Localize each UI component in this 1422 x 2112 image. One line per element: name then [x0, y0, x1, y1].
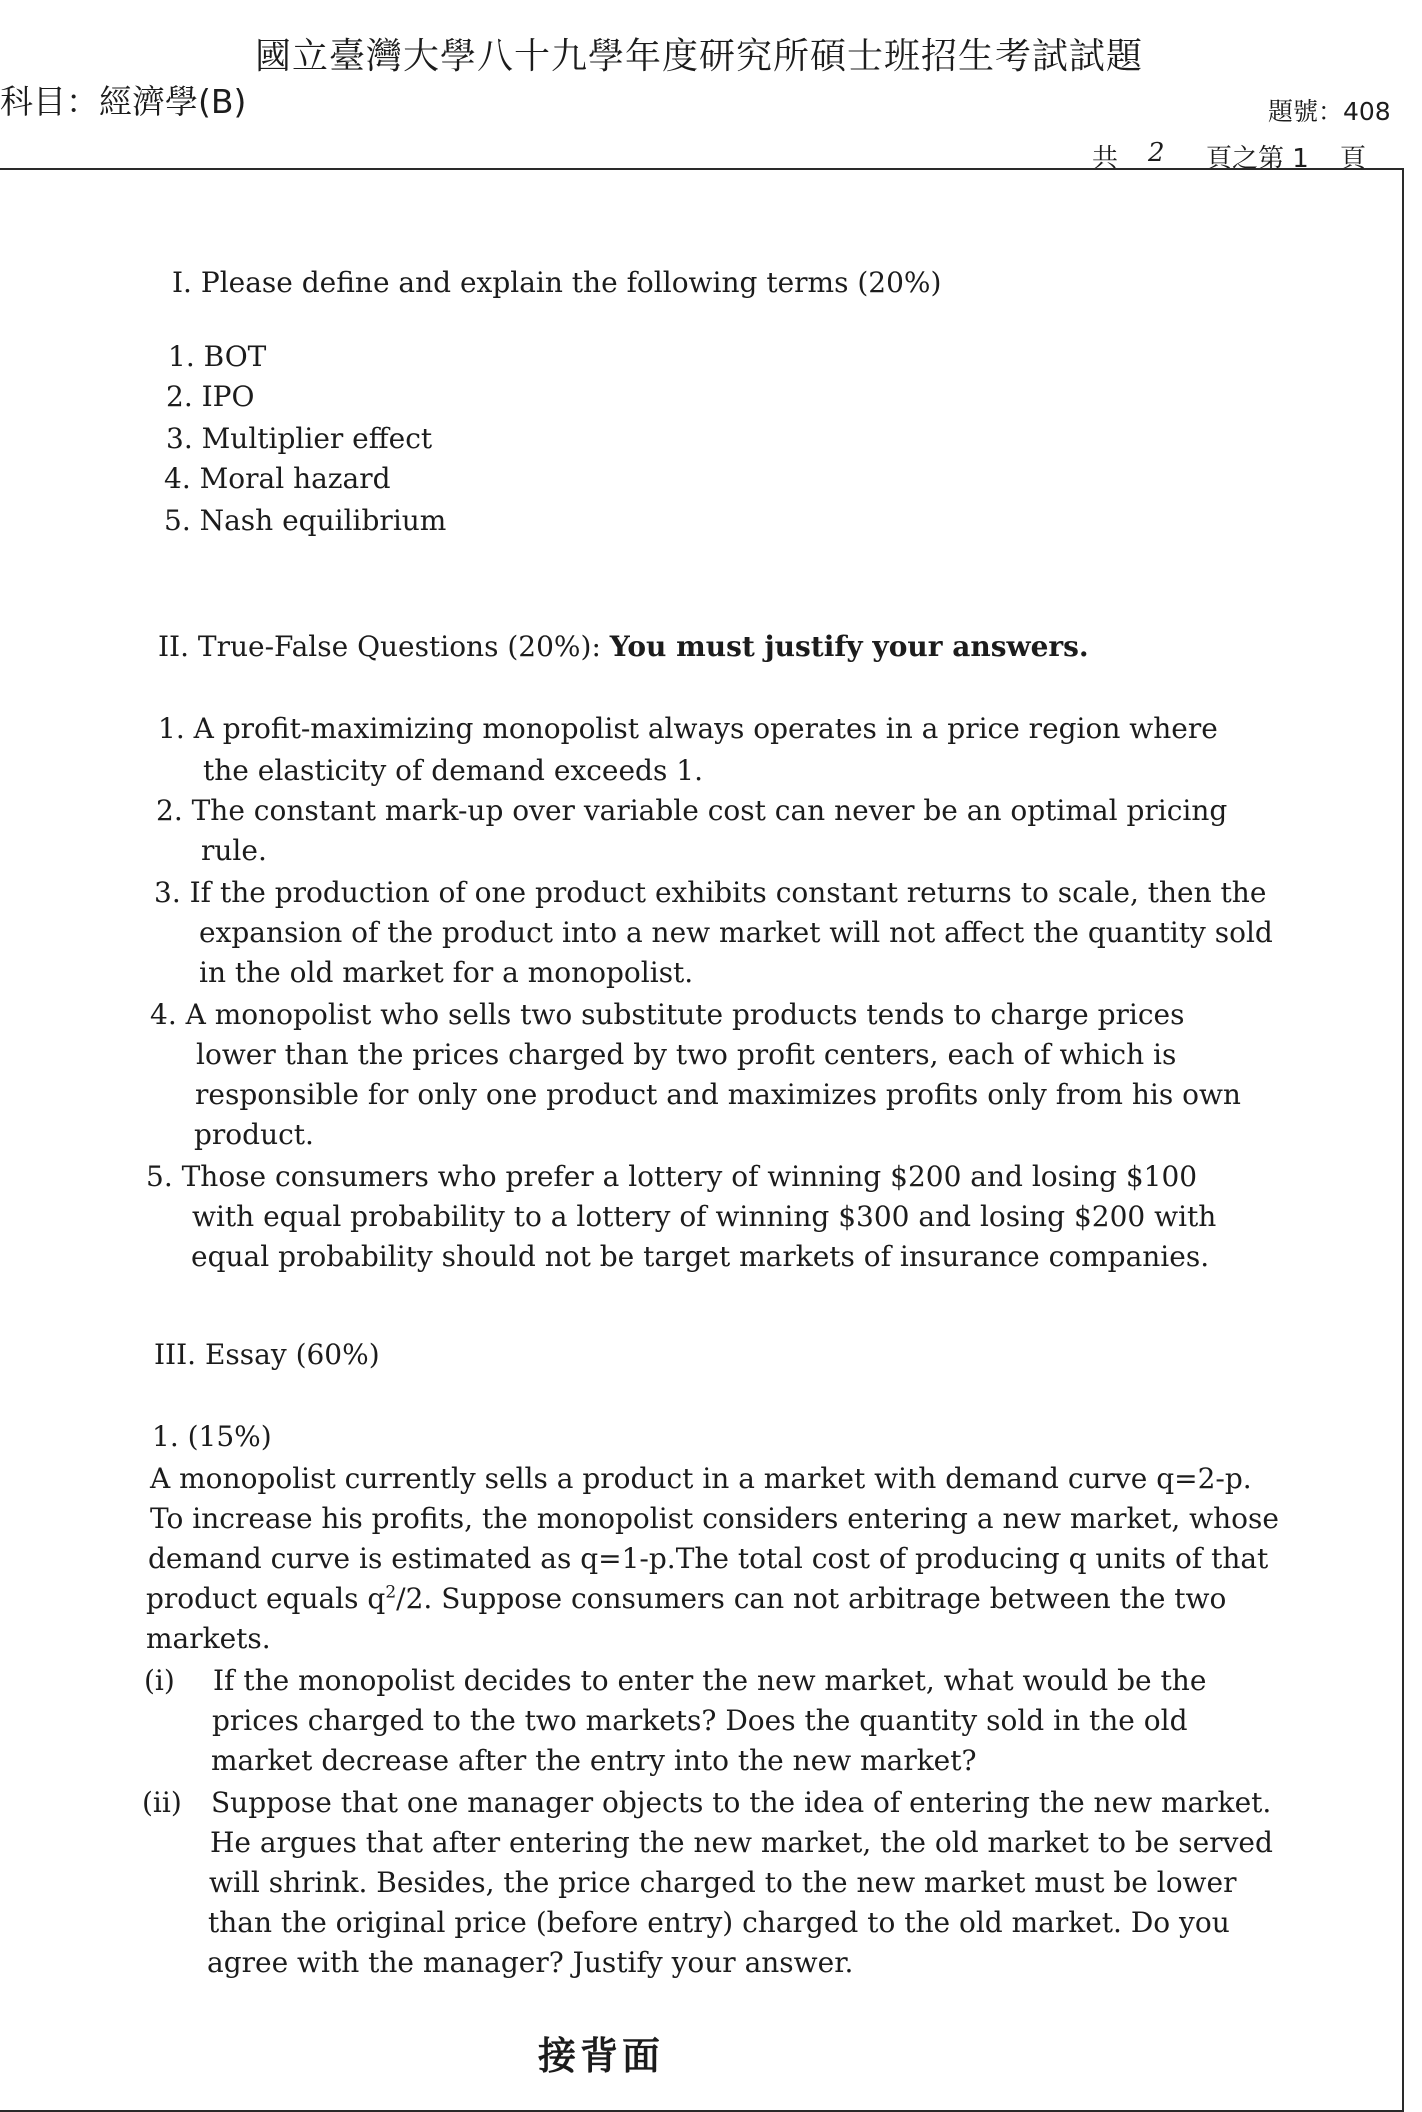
tf-question-2-line: 2. The constant mark-up over variable cost can never be an optimal pricing: [156, 794, 1228, 827]
term-item: 4. Moral hazard: [164, 462, 391, 495]
tf-question-4-line: responsible for only one product and maximizes profits only from his own: [195, 1078, 1241, 1111]
tf-question-4-line: lower than the prices charged by two profit centers, each of which is: [196, 1038, 1177, 1071]
exam-number: 題號：408: [1268, 97, 1391, 126]
exam-title: 國立臺灣大學八十九學年度研究所碩士班招生考試試題: [255, 36, 1144, 77]
essay-body-line: A monopolist currently sells a product in a market with demand curve q=2-p.: [150, 1462, 1252, 1495]
tf-question-3-line: 3. If the production of one product exhibits constant returns to scale, then the: [154, 876, 1267, 909]
essay-body-line: To increase his profits, the monopolist considers entering a new market, whose: [150, 1502, 1279, 1535]
page-suffix: 頁: [1340, 144, 1367, 174]
section3-heading: III. Essay (60%): [154, 1338, 380, 1371]
part-ii-line: will shrink. Besides, the price charged to the new market must be lower: [209, 1866, 1237, 1899]
tf-question-2-line: rule.: [201, 834, 267, 867]
part-i-label: (i): [144, 1664, 175, 1697]
subject-label: 科目：經濟學(B): [0, 82, 247, 121]
part-ii-line: Suppose that one manager objects to the idea of entering the new market.: [211, 1786, 1272, 1819]
tf-question-4-line: 4. A monopolist who sells two substitute products tends to charge prices: [150, 998, 1185, 1031]
tf-question-4-line: product.: [194, 1118, 314, 1151]
term-item: 2. IPO: [166, 380, 255, 413]
term-item: 5. Nash equilibrium: [164, 504, 447, 537]
part-i-line: If the monopolist decides to enter the new market, what would be the: [213, 1664, 1207, 1697]
part-i-line: prices charged to the two markets? Does the quantity sold in the old: [212, 1704, 1188, 1737]
page-total: 2: [1148, 138, 1165, 168]
part-i-line: market decrease after the entry into the new market?: [211, 1744, 977, 1777]
term-item: 1. BOT: [168, 340, 267, 373]
page-of: 頁之第 1: [1206, 144, 1309, 174]
essay-body-line: demand curve is estimated as q=1-p.The total cost of producing q units of that: [148, 1542, 1269, 1575]
tf-question-5-line: 5. Those consumers who prefer a lottery of winning $200 and losing $100: [146, 1160, 1198, 1193]
essay-body-line: product equals $q^2/2$. Suppose consumers can not arbitrage between the two: [146, 1582, 1227, 1615]
tf-question-5-line: with equal probability to a lottery of winning $300 and losing $200 with: [192, 1200, 1217, 1233]
tf-question-1-line: 1. A profit-maximizing monopolist always operates in a price region where: [158, 712, 1218, 745]
part-ii-label: (ii): [142, 1786, 182, 1819]
section2-heading-emphasis: You must justify your answers.: [609, 630, 1089, 663]
tf-question-3-line: expansion of the product into a new market will not affect the quantity sold: [199, 916, 1273, 949]
page-total-prefix: 共: [1092, 144, 1119, 174]
essay-body-line: markets.: [146, 1622, 271, 1655]
section2-heading: II. True-False Questions (20%): You must justify your answers.: [158, 630, 1089, 663]
part-ii-line: He argues that after entering the new market, the old market to be served: [210, 1826, 1273, 1859]
part-ii-line: than the original price (before entry) charged to the old market. Do you: [208, 1906, 1230, 1939]
part-ii-line: agree with the manager? Justify your answer.: [207, 1946, 854, 1979]
tf-question-1-line: the elasticity of demand exceeds 1.: [203, 754, 703, 787]
tf-question-3-line: in the old market for a monopolist.: [199, 956, 694, 989]
continue-on-back-stamp: 接背面: [538, 2034, 665, 2078]
tf-question-5-line: equal probability should not be target markets of insurance companies.: [191, 1240, 1210, 1273]
essay-question-label: 1. (15%): [152, 1420, 272, 1453]
term-item: 3. Multiplier effect: [166, 422, 433, 455]
section1-heading: I. Please define and explain the following terms (20%): [172, 266, 942, 299]
exponent: 2: [385, 1582, 397, 1603]
